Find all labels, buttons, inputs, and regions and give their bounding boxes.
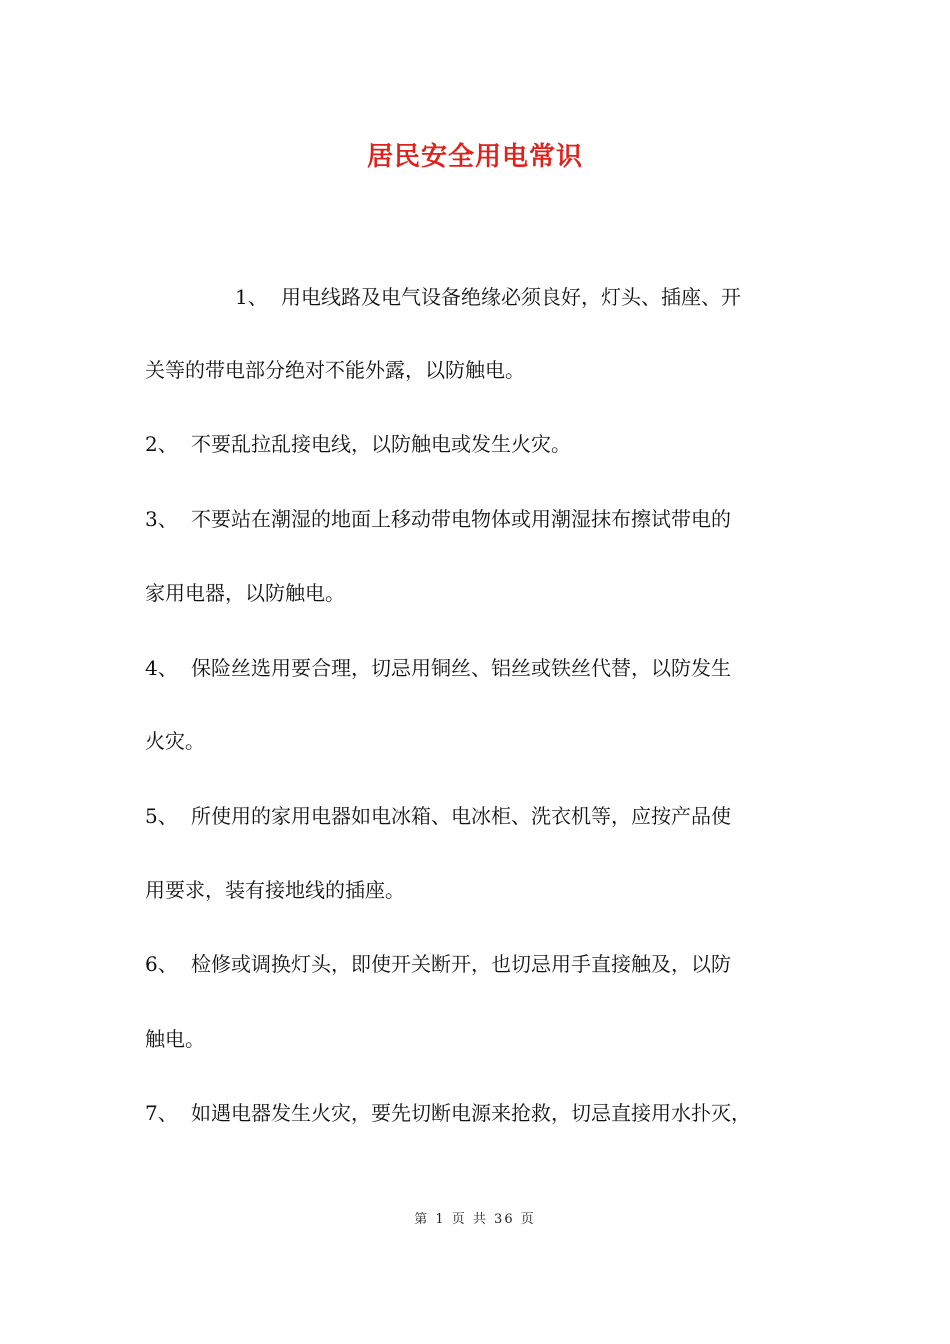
list-item-text: 保险丝选用要合理，切忌用铜丝、铝丝或铁丝代替，以防发生: [191, 656, 731, 680]
list-item-text: 如遇电器发生火灾，要先切断电源来抢救，切忌直接用水扑灭，: [191, 1101, 751, 1125]
list-item-4-line-1: [145, 654, 731, 682]
list-item-number: 6、: [145, 952, 178, 976]
list-item-6-line-1: [145, 950, 731, 978]
list-item-number: 4、: [145, 656, 178, 680]
list-item-text: 所使用的家用电器如电冰箱、电冰柜、洗衣机等，应按产品使: [191, 804, 731, 828]
list-item-text: 检修或调换灯头，即使开关断开，也切忌用手直接触及，以防: [191, 952, 731, 976]
list-item-6-line-2: 触电。: [145, 1027, 205, 1051]
page-footer: 第 1 页 共 36 页: [414, 1212, 536, 1227]
list-item-text: 不要乱拉乱接电线，以防触电或发生火灾。: [191, 432, 571, 456]
list-item-1-line-2: 关等的带电部分绝对不能外露，以防触电。: [145, 358, 525, 382]
list-item-number: 5、: [145, 804, 178, 828]
document-title: 居民安全用电常识: [366, 142, 583, 172]
list-item-3-line-1: [145, 505, 731, 533]
list-item-5-line-1: [145, 802, 731, 830]
list-item-number: 2、: [145, 432, 178, 456]
list-item-2-line-1: [145, 430, 571, 458]
list-item-text: 用电线路及电气设备绝缘必须良好，灯头、插座、开: [281, 285, 741, 309]
list-item-number: 3、: [145, 507, 178, 531]
list-item-text: 不要站在潮湿的地面上移动带电物体或用潮湿抹布擦试带电的: [191, 507, 731, 531]
list-item-number: 1、: [235, 285, 268, 309]
list-item-7-line-1: [145, 1099, 751, 1127]
list-item-number: 7、: [145, 1101, 178, 1125]
list-item-4-line-2: 火灾。: [145, 729, 205, 753]
list-item-3-line-2: 家用电器，以防触电。: [145, 581, 345, 605]
list-item-1-line-1: [235, 283, 741, 311]
list-item-5-line-2: 用要求，装有接地线的插座。: [145, 878, 405, 902]
